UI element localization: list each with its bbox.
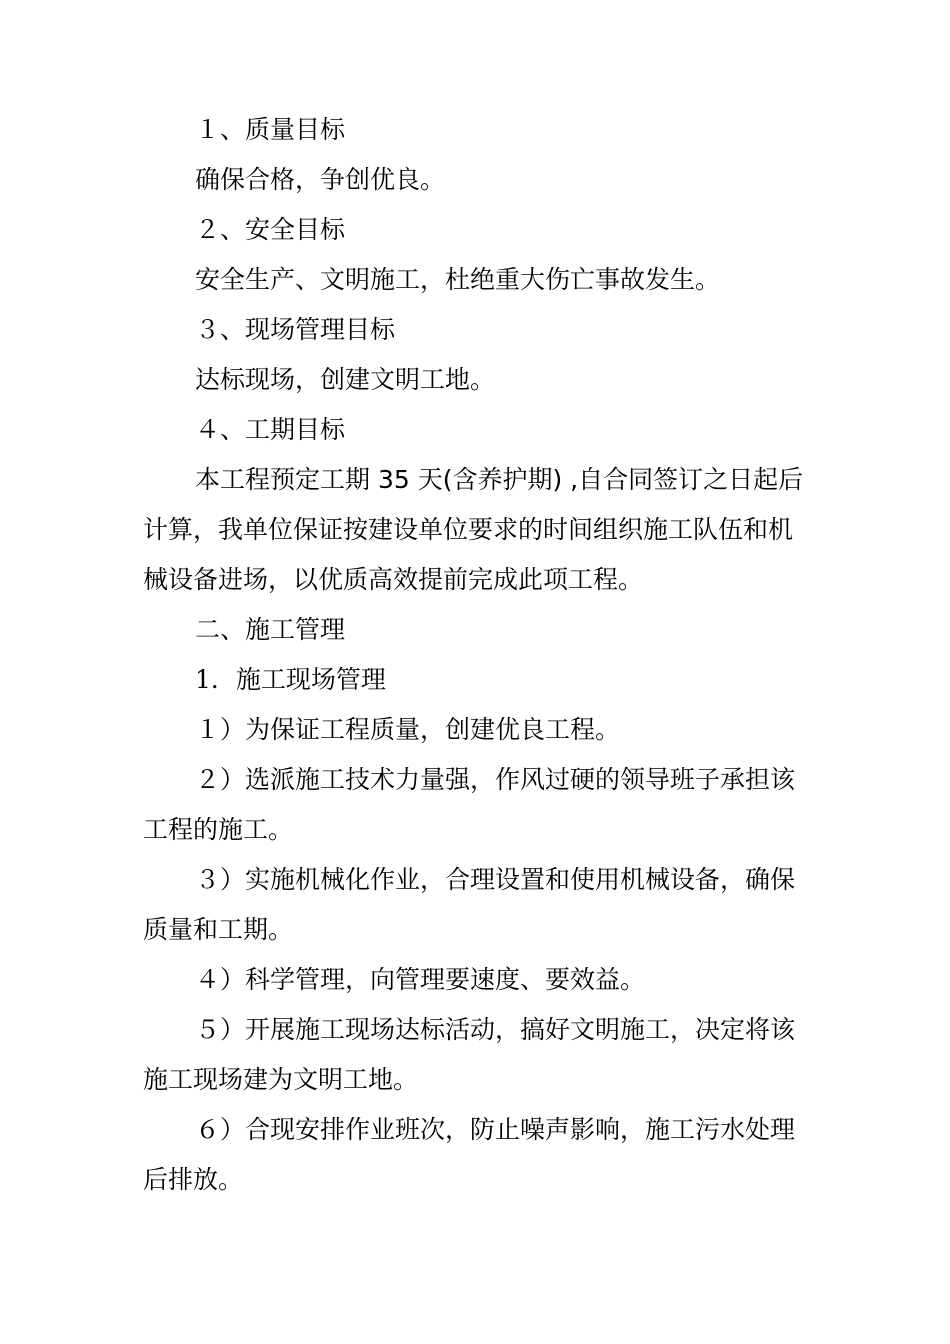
- list-item: ５）开展施工现场达标活动，搞好文明施工，决定将该施工现场建为文明工地。: [143, 1015, 796, 1094]
- list-item: ６）合现安排作业班次，防止噪声影响，施工污水处理后排放。: [143, 1115, 796, 1194]
- paragraph-schedule-target: 本工程预定工期 35 天(含养护期) ,自合同签订之日起后计算，我单位保证按建设单位要求的时间组织施工队伍和机械设备进场，以优质高效提前完成此项工程。: [143, 465, 804, 594]
- list-item: ３）实施机械化作业，合理设置和使用机械设备，确保质量和工期。: [143, 865, 796, 944]
- paragraph-safety-target: 安全生产、文明施工，杜绝重大伤亡事故发生。: [195, 265, 721, 294]
- paragraph-quality-target: 确保合格，争创优良。: [195, 165, 446, 194]
- document-body: [143, 105, 811, 1205]
- heading-site-management-target: ３、现场管理目标: [195, 315, 396, 344]
- list-item: ２）选派施工技术力量强，作风过硬的领导班子承担该工程的施工。: [143, 765, 796, 844]
- heading-quality-target: １、质量目标: [195, 115, 346, 144]
- section-heading-construction-management: 二、施工管理: [195, 615, 346, 644]
- paragraph-site-management-target: 达标现场，创建文明工地。: [195, 365, 496, 394]
- list-item: １）为保证工程质量，创建优良工程。: [195, 715, 621, 744]
- list-item: ４）科学管理，向管理要速度、要效益。: [195, 965, 646, 994]
- heading-safety-target: ２、安全目标: [195, 215, 346, 244]
- subheading-site-management: 1．施工现场管理: [195, 665, 386, 694]
- heading-schedule-target: ４、工期目标: [195, 415, 346, 444]
